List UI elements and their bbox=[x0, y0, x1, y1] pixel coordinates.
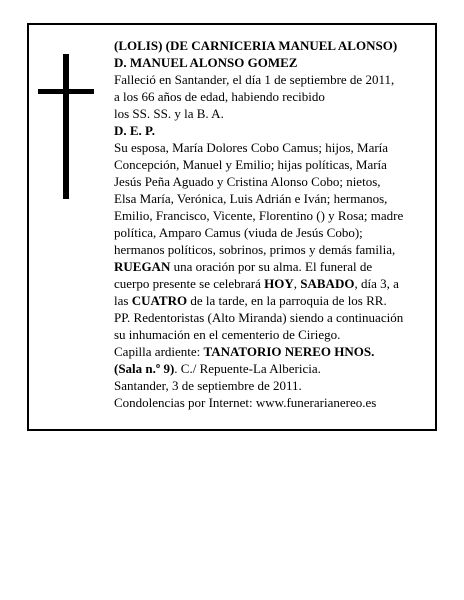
funeral-text-b: , día 3, a bbox=[354, 276, 399, 291]
redentoristas-line: PP. Redentoristas (Alto Miranda) siendo a continuación bbox=[114, 310, 404, 325]
header-line: (LOLIS) (DE CARNICERIA MANUEL ALONSO) bbox=[114, 38, 398, 53]
family-line: Elsa María, Verónica, Luis Adrián e Iván; hermanos, bbox=[114, 191, 388, 206]
funeral-text-a: cuerpo presente se celebrará bbox=[114, 276, 265, 291]
sala-address: . C./ Repuente-La Albericia. bbox=[174, 361, 321, 376]
ruegan-line bbox=[114, 258, 426, 275]
comma-text: , bbox=[293, 276, 301, 291]
las-text: las bbox=[114, 293, 132, 308]
date-line: Santander, 3 de septiembre de 2011. bbox=[114, 378, 302, 393]
obituary-text bbox=[114, 37, 426, 411]
death-line: los SS. SS. y la B. A. bbox=[114, 106, 224, 121]
hoy-word: HOY bbox=[264, 276, 294, 291]
capilla-label: Capilla ardiente: bbox=[114, 344, 204, 359]
sabado-word: SABADO bbox=[300, 276, 355, 291]
inhumacion-line: su inhumación en el cementerio de Ciriego. bbox=[114, 327, 341, 342]
death-line: a los 66 años de edad, habiendo recibido bbox=[114, 89, 325, 104]
cross-icon bbox=[38, 54, 94, 199]
cuatro-word: CUATRO bbox=[131, 293, 188, 308]
capilla-line bbox=[114, 343, 426, 360]
death-line: Falleció en Santander, el día 1 de septiembre de 2011, bbox=[114, 72, 395, 87]
ruegan-rest: una oración por su alma. El funeral de bbox=[170, 259, 373, 274]
time-line bbox=[114, 292, 426, 309]
tarde-text: de la tarde, en la parroquia de los RR. bbox=[187, 293, 387, 308]
sala-line bbox=[114, 360, 426, 377]
family-line: Concepción, Manuel y Emilio; hijas políticas, María bbox=[114, 157, 387, 172]
ruegan-word: RUEGAN bbox=[114, 259, 171, 274]
family-line: hermanos políticos, sobrinos, primos y demás familia, bbox=[114, 242, 396, 257]
condolences-line: Condolencias por Internet: www.funerarianereo.es bbox=[114, 395, 377, 410]
cross-horizontal-bar bbox=[38, 89, 94, 94]
sala-label: (Sala n.º 9) bbox=[114, 361, 175, 376]
cross-vertical-bar bbox=[63, 54, 69, 199]
family-line: Jesús Peña Aguado y Cristina Alonso Cobo; nietos, bbox=[114, 174, 381, 189]
tanatorio-name: TANATORIO NEREO HNOS. bbox=[203, 344, 375, 359]
deceased-name: D. MANUEL ALONSO GOMEZ bbox=[114, 55, 298, 70]
dep-line: D. E. P. bbox=[114, 123, 156, 138]
family-line: Su esposa, María Dolores Cobo Camus; hijos, María bbox=[114, 140, 389, 155]
family-line: Emilio, Francisco, Vicente, Florentino () y Rosa; madre bbox=[114, 208, 404, 223]
funeral-line bbox=[114, 275, 426, 292]
family-line: política, Amparo Camus (viuda de Jesús Cobo); bbox=[114, 225, 363, 240]
